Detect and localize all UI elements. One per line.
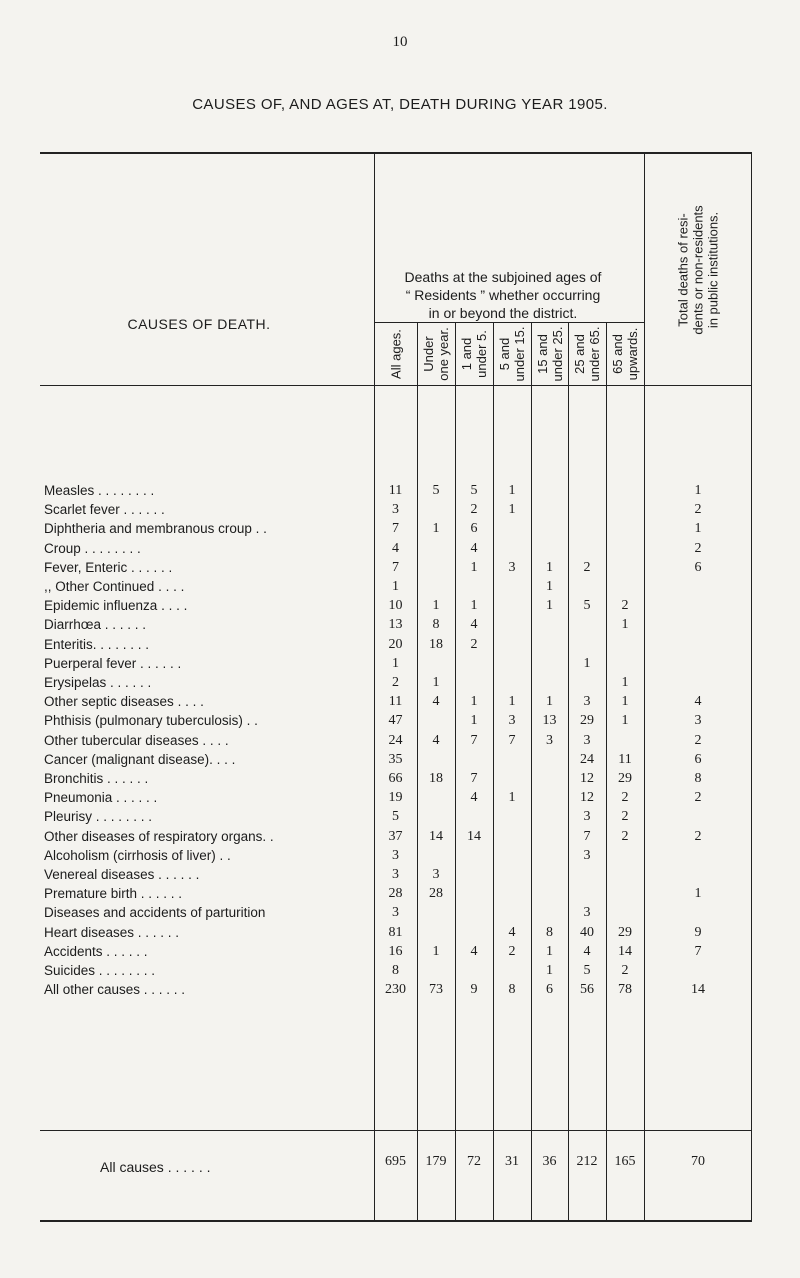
table-cell: 18 <box>429 636 443 652</box>
table-cell: 2 <box>392 675 399 690</box>
rule-vertical <box>493 322 494 1220</box>
causes-header: CAUSES OF DEATH. <box>127 316 271 332</box>
total-cell: 70 <box>691 1154 705 1169</box>
table-cell: 1 <box>432 521 440 537</box>
column-header-text <box>610 327 640 380</box>
table-cell: 2 <box>621 828 629 844</box>
table-cell: 8 <box>508 982 516 998</box>
table-cell: 2 <box>694 732 702 748</box>
table-cell: 2 <box>694 502 702 518</box>
table-cell: 37 <box>388 828 403 844</box>
column-header-3 <box>455 322 493 385</box>
column-header-text <box>572 326 602 381</box>
table-cell: 78 <box>618 982 632 998</box>
total-cell: 695 <box>385 1154 406 1169</box>
column-header-4 <box>493 322 531 385</box>
table-cell: 5 <box>432 483 440 498</box>
table-cell: 1 <box>470 713 478 729</box>
column-header-line: under 25. <box>549 326 565 381</box>
table-cell: 5 <box>583 963 591 978</box>
column-header-1 <box>374 322 417 385</box>
row-label: Pleurisy . . . . . . . . <box>44 809 153 825</box>
rule-vertical <box>531 322 532 1220</box>
table-cell: 3 <box>392 867 399 882</box>
column-header-line: under 15. <box>512 326 527 381</box>
column-header-text <box>459 330 489 378</box>
table-cell: 1 <box>694 521 702 537</box>
table-cell: 1 <box>621 713 629 729</box>
table-cell: 3 <box>583 809 591 825</box>
table-cell: 1 <box>621 694 629 710</box>
column-header-line: 1 and <box>459 337 474 370</box>
span-line-2: “ Residents ” whether occurring <box>405 287 601 303</box>
row-label: Alcoholism (cirrhosis of liver) . . <box>44 847 231 863</box>
table-cell: 230 <box>385 982 406 998</box>
table-cell: 2 <box>470 636 478 652</box>
table-cell: 14 <box>429 828 443 844</box>
table-cell: 1 <box>470 559 478 575</box>
column-header-line: under 65. <box>587 326 602 381</box>
table-cell: 9 <box>470 982 478 998</box>
row-label: Venereal diseases . . . . . . <box>44 867 200 882</box>
total-cell: 36 <box>542 1154 557 1169</box>
row-label: Croup . . . . . . . . <box>44 540 141 556</box>
table-cell: 1 <box>546 694 553 710</box>
table-cell: 13 <box>542 713 557 729</box>
row-label: Erysipelas . . . . . . <box>44 675 152 690</box>
table-cell: 10 <box>388 598 403 614</box>
table-cell: 2 <box>621 963 629 978</box>
table-cell: 6 <box>694 751 702 767</box>
table-cell: 3 <box>546 732 553 748</box>
table-cell: 4 <box>432 694 440 710</box>
table-cell: 4 <box>470 790 478 806</box>
column-header-line: 25 and <box>572 333 587 374</box>
table-cell: 11 <box>388 483 403 498</box>
rule-horizontal <box>40 385 752 386</box>
table-cell: 20 <box>388 636 403 652</box>
total-cell: 179 <box>425 1154 447 1169</box>
table-cell: 2 <box>621 598 629 614</box>
table-cell: 1 <box>432 675 440 690</box>
table-cell: 4 <box>508 924 516 940</box>
row-label: Scarlet fever . . . . . . <box>44 502 165 518</box>
table-cell: 11 <box>618 751 632 767</box>
row-label: Other tubercular diseases . . . . <box>44 732 229 748</box>
table-cell: 1 <box>392 655 399 671</box>
table-cell: 2 <box>583 559 591 575</box>
row-label: Phthisis (pulmonary tuberculosis) . . <box>44 713 258 729</box>
table-cell: 1 <box>546 559 553 575</box>
table-cell: 1 <box>546 963 553 978</box>
total-cell: 212 <box>576 1154 598 1169</box>
table-cell: 4 <box>470 943 478 959</box>
table-cell: 3 <box>432 867 440 882</box>
table-cell: 1 <box>432 598 440 614</box>
table-cell: 4 <box>583 943 591 959</box>
table-cell: 3 <box>392 905 399 921</box>
table-cell: 1 <box>508 502 516 518</box>
table-cell: 5 <box>392 809 399 825</box>
row-label: Premature birth . . . . . . <box>44 886 183 902</box>
column-header-line: Under <box>421 335 436 372</box>
column-header-line: 15 and <box>534 333 550 374</box>
row-label: Suicides . . . . . . . . <box>44 963 156 978</box>
table-cell: 2 <box>694 790 702 806</box>
table-cell: 3 <box>583 905 591 921</box>
column-header-line: upwards. <box>625 327 640 380</box>
table-cell: 3 <box>583 732 591 748</box>
row-label: Other diseases of respiratory organs. . <box>44 828 274 844</box>
table-cell: 3 <box>392 847 399 863</box>
table-cell: 12 <box>580 790 594 806</box>
table-cell: 81 <box>388 924 403 940</box>
column-header-8 <box>644 154 752 385</box>
total-cell: 31 <box>505 1154 519 1169</box>
ages-span-header <box>362 268 644 322</box>
column-header-line: Total deaths of resi- <box>675 212 691 327</box>
total-cell: 165 <box>614 1154 636 1169</box>
span-line-3: in or beyond the district. <box>428 305 578 321</box>
table-cell: 1 <box>470 694 478 710</box>
row-label: Diphtheria and membranous croup . . <box>44 521 267 537</box>
table-cell: 1 <box>470 598 478 614</box>
table-cell: 3 <box>583 847 591 863</box>
row-label: Enteritis. . . . . . . . <box>44 636 150 652</box>
table-cell: 56 <box>580 982 594 998</box>
table-cell: 16 <box>388 943 403 959</box>
table-cell: 1 <box>694 483 702 498</box>
table-cell: 7 <box>694 943 702 959</box>
table-cell: 1 <box>432 943 440 959</box>
row-label: Epidemic influenza . . . . <box>44 598 188 614</box>
row-label: Diarrhœa . . . . . . <box>44 617 147 633</box>
table-cell: 14 <box>618 943 632 959</box>
table-title: CAUSES OF, AND AGES AT, DEATH DURING YEAR 1905. <box>192 96 608 113</box>
column-header-text <box>497 326 527 381</box>
table-cell: 5 <box>583 598 591 614</box>
row-label: Fever, Enteric . . . . . . <box>44 559 173 575</box>
column-header-line: dents or non-residents <box>690 204 706 335</box>
table-cell: 2 <box>694 540 702 556</box>
table-cell: 1 <box>583 655 591 671</box>
table-cell: 7 <box>508 732 516 748</box>
table-cell: 13 <box>388 617 403 633</box>
table-cell: 29 <box>618 771 632 786</box>
column-header-line: in public institutions. <box>705 211 721 328</box>
table-cell: 4 <box>470 540 478 556</box>
table-cell: 1 <box>546 943 553 959</box>
row-label: Pneumonia . . . . . . <box>44 790 158 806</box>
table-cell: 7 <box>392 521 399 537</box>
table-cell: 7 <box>470 732 478 748</box>
table-cell: 4 <box>470 617 478 633</box>
table-cell: 3 <box>583 694 591 710</box>
table-cell: 35 <box>388 751 403 767</box>
table-cell: 47 <box>388 713 403 729</box>
row-label: Diseases and accidents of parturition <box>44 905 266 921</box>
row-label: Puerperal fever . . . . . . <box>44 655 182 671</box>
table-cell: 3 <box>508 713 516 729</box>
page-number: 10 <box>392 34 408 50</box>
table-cell: 8 <box>546 924 553 940</box>
table-cell: 1 <box>694 886 702 902</box>
row-label: Accidents . . . . . . <box>44 943 148 959</box>
table-cell: 29 <box>618 924 632 940</box>
table-cell: 2 <box>621 790 629 806</box>
table-cell: 1 <box>621 675 629 690</box>
table-cell: 11 <box>388 694 403 710</box>
row-label: ,, Other Continued . . . . <box>44 579 185 594</box>
table-cell: 6 <box>470 521 478 537</box>
column-header-line: 65 and <box>610 333 625 374</box>
table-cell: 7 <box>470 771 478 786</box>
row-label: Heart diseases . . . . . . <box>44 924 180 940</box>
row-label: Measles . . . . . . . . <box>44 483 155 498</box>
column-header-7 <box>606 322 644 385</box>
column-header-text <box>421 327 451 381</box>
table-cell: 40 <box>580 924 594 940</box>
table-cell: 2 <box>694 828 702 844</box>
table-cell: 73 <box>429 982 443 998</box>
table-cell: 2 <box>621 809 629 825</box>
table-cell: 8 <box>694 771 702 786</box>
column-header-line: one year. <box>436 326 451 381</box>
total-row-label: All causes . . . . . . <box>100 1159 211 1175</box>
table-cell: 1 <box>508 694 516 710</box>
table-cell: 19 <box>388 790 403 806</box>
column-header-text <box>676 205 721 334</box>
table-cell: 29 <box>580 713 594 729</box>
table-cell: 4 <box>694 694 702 710</box>
table-cell: 7 <box>392 559 399 575</box>
table-cell: 28 <box>429 886 443 902</box>
table-cell: 1 <box>546 579 553 594</box>
table-cell: 1 <box>508 790 516 806</box>
table-cell: 66 <box>388 771 403 786</box>
table-cell: 28 <box>388 886 403 902</box>
row-label: Bronchitis . . . . . . <box>44 771 149 786</box>
table-cell: 7 <box>583 828 591 844</box>
table-cell: 14 <box>467 828 481 844</box>
table-cell: 18 <box>429 771 443 786</box>
table-cell: 1 <box>546 598 553 614</box>
table-cell: 9 <box>694 924 702 940</box>
column-header-text <box>535 326 565 381</box>
row-label: All other causes . . . . . . <box>44 982 186 998</box>
table-cell: 24 <box>580 751 594 767</box>
table-cell: 14 <box>691 982 705 998</box>
table-cell: 1 <box>508 483 516 498</box>
row-label: Cancer (malignant disease). . . . <box>44 751 236 767</box>
table-cell: 8 <box>432 617 440 633</box>
table-cell: 3 <box>392 502 399 518</box>
table-cell: 4 <box>432 732 440 748</box>
column-header-2 <box>417 322 455 385</box>
table-cell: 6 <box>546 982 553 998</box>
column-header-line: under 5. <box>474 329 489 378</box>
table-cell: 6 <box>694 559 702 575</box>
table-cell: 2 <box>508 943 516 959</box>
column-header-line: 5 and <box>497 337 512 370</box>
table-cell: 5 <box>470 483 478 498</box>
table-cell: 12 <box>580 771 594 786</box>
table-cell: 4 <box>392 540 399 556</box>
table-cell: 3 <box>694 713 702 729</box>
table-cell: 3 <box>508 559 516 575</box>
table-cell: 1 <box>621 617 629 633</box>
table-cell: 1 <box>392 579 399 594</box>
column-header-line: All ages. <box>388 328 403 379</box>
span-line-1: Deaths at the subjoined ages of <box>404 269 602 285</box>
table-cell: 8 <box>392 963 399 978</box>
total-cell: 72 <box>467 1154 481 1169</box>
column-header-text <box>388 329 403 379</box>
column-header-6 <box>568 322 606 385</box>
row-label: Other septic diseases . . . . <box>44 694 204 710</box>
table-cell: 2 <box>470 502 478 518</box>
rule-horizontal <box>40 1130 752 1131</box>
table-cell: 24 <box>388 732 403 748</box>
column-header-5 <box>531 322 568 385</box>
